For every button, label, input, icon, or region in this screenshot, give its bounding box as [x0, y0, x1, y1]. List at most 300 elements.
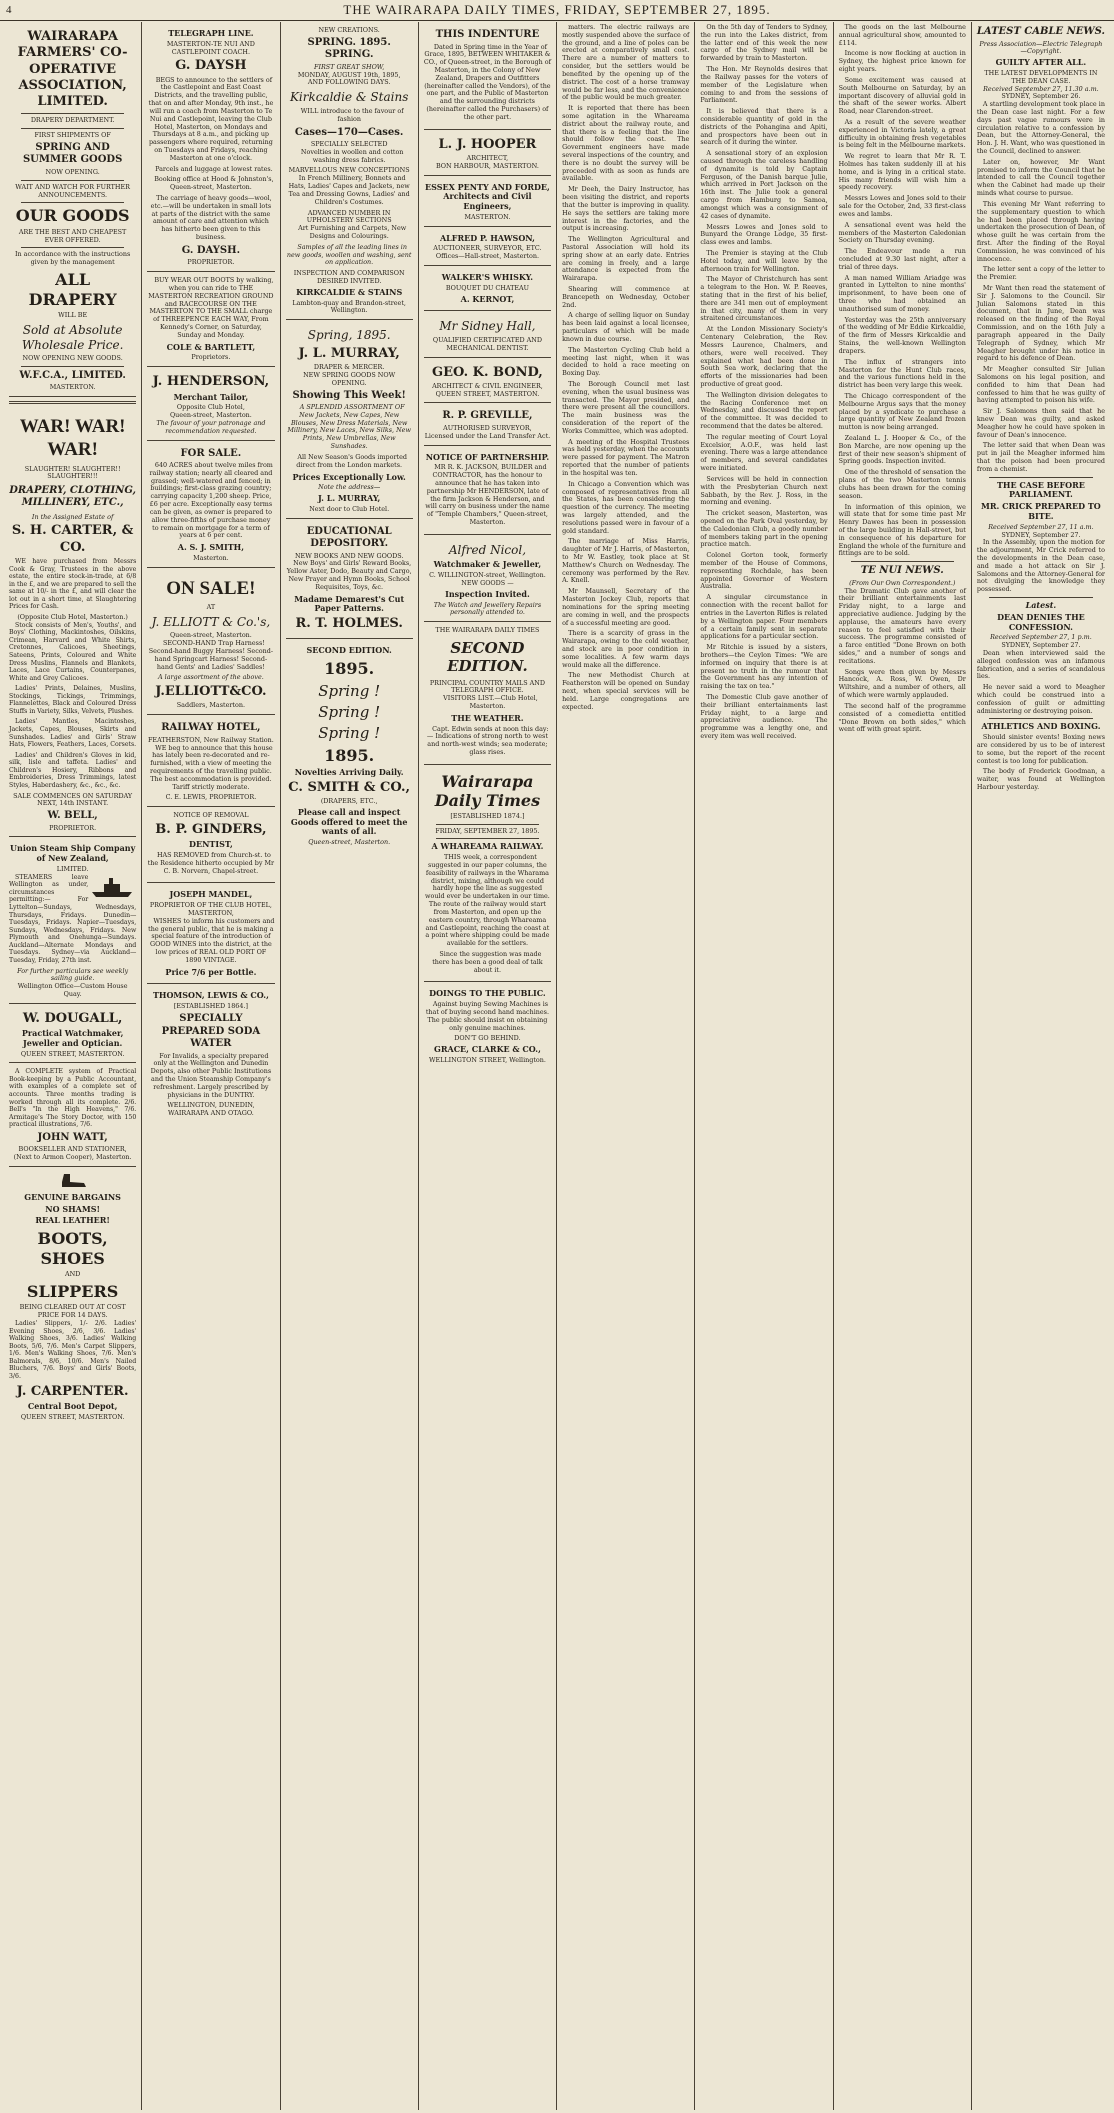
penty-title: ESSEX PENTY AND FORDE, Architects and Civil Engineers, [425, 181, 550, 211]
ginders-role: DENTIST, [189, 839, 233, 850]
c8-para-3: This evening Mr Want referring to the supplementary question to which he had been placed through having undertaken the prosecution of Dean, of whose guilt he was certain from the first. After the finding of the Royal Commission, he was convinced of his innocence. [976, 199, 1105, 263]
murray-signature: J. L. MURRAY, [317, 493, 381, 504]
showing: Showing This Week! [292, 389, 406, 401]
war-signature: W. BELL, [47, 810, 98, 822]
spring-3: Spring ! [318, 724, 381, 743]
murray-role: DRAPER & MERCER. [313, 363, 385, 372]
elliott-script: J. ELLIOTT & Co.'s, [151, 614, 271, 629]
grace-address: WELLINGTON STREET, Wellington. [428, 1055, 546, 1064]
te-nui-heading: TE NUI NEWS. [860, 565, 944, 577]
thomson-name: THOMSON, LEWIS & CO., [152, 990, 269, 1001]
hall-advert [424, 313, 551, 357]
carpet: Art Furnishing and Carpets, New Designs and Colourings. [298, 224, 407, 240]
wfca-place: MASTERTON. [49, 383, 96, 392]
mandel-role: PROPRIETOR OF THE CLUB HOTEL, MASTERTON, [149, 901, 272, 918]
forsale-signature: A. S. J. SMITH, [177, 542, 245, 553]
denies-heading: DEAN DENIES THE CONFESSION. [997, 611, 1085, 632]
war-estate: In the Assigned Estate of [31, 512, 114, 521]
henderson-place: Queen-street, Masterton. [169, 411, 252, 420]
c8-para-11: He never said a word to Meagher which could be construed into a confession of guilt or admitting administering or destroying poison. [976, 683, 1105, 715]
nicol-repairs: The Watch and Jewellery Repairs personally attended to. [433, 600, 542, 617]
c7-para-8: The Endeavour made a run concluded at 9.30 last night, after a trial of three days. [838, 247, 966, 271]
walker-advert [424, 268, 551, 311]
year-1895-b: 1895. [324, 745, 375, 765]
wfca-our-goods: OUR GOODS [15, 206, 130, 226]
column-2 [142, 22, 280, 2110]
murray-note: All New Season's Goods imported direct from the London markets. [296, 452, 407, 469]
c7-para-7: A sensational event was held the members of the Masterton Caledonian Society on Thursday evening. [838, 220, 966, 245]
c7-para-4: As a result of the severe weather experienced in Victoria lately, a great difficulty in obtaining fresh vegetables is being felt in the Melbourne markets. [838, 117, 966, 150]
note-address: Note the address— [318, 483, 381, 492]
greville-role: AUTHORISED SURVEYOR, [443, 423, 532, 432]
cable-heading: LATEST CABLE NEWS. [976, 26, 1105, 37]
marvellous-body: In French Millinery, Bonnets and Hats, Ladies' Capes and Jackets, new Tea and Dressing Gowns, Ladies' and Children's Costumes. [288, 174, 410, 206]
c5-para-5: Shearing will commence at Brancepeth on Wednesday, October 2nd. [562, 285, 690, 309]
partnership-advert [424, 448, 551, 535]
henderson-name: J. HENDERSON, [152, 374, 270, 390]
c6-para-6: The Premier is staying at the Club Hotel today, and will leave by the afternoon train for Wellington. [700, 248, 828, 273]
kirkcaldie-script: Kirkcaldie & Stains [289, 90, 409, 105]
c7-para-10: Yesterday was the 25th anniversary of the wedding of Mr Eddie Kirkcaldie, of the firm of Messrs Kirkcaldie and Stains, the well-known Wellington drapers. [838, 315, 966, 355]
elliott-note: A large assortment of the above. [158, 673, 264, 682]
received-2: Received September 27, 11 a.m. [988, 522, 1094, 531]
dougall-street: QUEEN STREET, MASTERTON. [20, 1049, 125, 1058]
watt-place: (Next to Armon Cooper), Masterton. [13, 1153, 132, 1162]
henderson-advert [147, 369, 274, 440]
elliott-name: J.ELLIOTT&CO. [155, 684, 267, 700]
forsale-advert [147, 443, 274, 568]
dateline-2: SYDNEY, September 27. [1001, 530, 1081, 539]
railway-title: RAILWAY HOTEL, [161, 722, 261, 734]
wfca-sold: Sold at Absolute Wholesale Price. [21, 322, 124, 352]
murray-name: J. L. MURRAY, [298, 345, 400, 361]
prices: Prices Exceptionally Low. [292, 471, 406, 482]
spring-1895: SPRING. 1895. SPRING. [307, 36, 391, 61]
c7-para-14: One of the threshold of sensation the plans of the two Masterton tennis clubs has been drawn for the coming season. [838, 468, 966, 500]
ginders-name: B. P. GINDERS, [155, 822, 267, 838]
c7-para-16: The Dramatic Club gave another of their brilliant entertainments last Friday night, to a large and appreciative audience. Judging by the applause, the amateurs have every reason to feel satisfied with their success. The programme consisted of a farce entitled "Done Brown on both sides," and a number of songs and recitations. [838, 586, 966, 665]
ginders-notice: NOTICE OF REMOVAL [173, 811, 249, 820]
received-3: Received September 27, 1 p.m. [990, 633, 1092, 642]
first-great: FIRST GREAT SHOW, [314, 62, 385, 71]
hall-body: QUALIFIED CERTIFICATED AND MECHANICAL DENTIST. [432, 335, 543, 352]
indenture-title: THIS INDENTURE [435, 29, 540, 40]
boots-shoes: BOOTS, SHOES [37, 1229, 108, 1268]
slippers: SLIPPERS [26, 1281, 119, 1301]
cole-advert [147, 274, 274, 367]
athletics-heading: ATHLETICS AND BOXING. [981, 721, 1101, 732]
editorial-masthead: Wairarapa Daily Times [434, 771, 541, 811]
bargains: GENUINE BARGAINS [24, 1191, 121, 1202]
parliament-heading: THE CASE BEFORE PARLIAMENT. [996, 479, 1085, 500]
war-slaughter: SLAUGHTER! SLAUGHTER!! SLAUGHTER!!! [24, 464, 121, 481]
c8-para-1: A startling development took place in the Dean case last night. For a few days past vague rumours were in circulation relative to a confession by Dean, but the Attorney-General, the Hon. J. H. Want, who was questioned in the Council, declined to answer. [976, 100, 1105, 155]
grace-advert [424, 984, 551, 1068]
c8-para-8: The letter said that when Dean was put in jail the Meagher informed him that the poison had been procured from a chemist. [976, 441, 1105, 473]
c8-para-2: Later on, however, Mr Want promised to inform the Council that he intended to call the Council together when the Cabinet had made up their minds what course to pursue. [976, 157, 1105, 198]
railway-body: WE beg to announce that this house has lately been re-decorated and re-furnished, with a view of meeting the requirements of the travelling public. The best accommodation is provided. Tariff strictly moderate. [150, 743, 273, 791]
cleared: BEING CLEARED OUT AT COST PRICE FOR 14 DAYS. [19, 1303, 126, 1320]
smith-place: Queen-street, Masterton. [308, 838, 391, 847]
c5-para-7: The Masterton Cycling Club held a meeting last night, when it was decided to hold a race meeting on Boxing Day. [562, 345, 690, 378]
wfca-nowopen: NOW OPENING NEW GOODS. [22, 354, 123, 363]
war-items-2: Ladies' Prints, Delaines, Muslins, Stockings, Tickings, Trimmings, Flannelettes, Black and Coloured Dress Stuffs in Variety, Silks, Velvets, Plushes. [9, 685, 137, 715]
partnership-title: NOTICE OF PARTNERSHIP. [425, 451, 550, 462]
forsale-title: FOR SALE. [180, 447, 242, 459]
column-3 [281, 22, 419, 2110]
column-5 [557, 22, 695, 2110]
editorial-heading: A WHAREAMA RAILWAY. [431, 841, 544, 852]
te-nui-sub: (From Our Own Correspondent.) [849, 578, 956, 587]
mandel-price: Price 7/6 per Bottle. [165, 966, 257, 977]
spring-95: Spring, 1895. [307, 328, 391, 343]
c5-para-4: The Wellington Agricultural and Pastoral Association will hold its spring show at an early date. Entries are coming in freely, and a large attendance is expected from the Wairarapa. [562, 235, 690, 283]
ginders-advert [147, 809, 274, 883]
samples: Samples of all the leading lines in new goods, woollen and washing, sent on application. [286, 242, 412, 267]
c8-para-4: The letter sent a copy of the letter to the Premier. [976, 265, 1105, 282]
smith-advert [286, 641, 413, 851]
daysh-advert [147, 24, 274, 272]
c7-para-18: The second half of the programme consisted of a comedietta entitled "Done Brown on both sides," which went off with great spirit. [838, 701, 966, 734]
watt-name: JOHN WATT, [37, 1131, 108, 1143]
holmes-name: R. T. HOLMES. [295, 616, 403, 632]
second-edition-block [424, 624, 551, 765]
c8-para-5: Mr Want then read the statement of Sir J. Salomons to the Council. Sir Julian Salomons stated in this document, that in June, Dean was released on the finding of the Royal Commission, and on the 16th July a paragraph appeared in the Daily Telegraph of Sydney, which Mr Meagher brought under his notice in regard to his defence of Dean. [976, 284, 1105, 363]
c8-para-13: The body of Frederick Goodman, a waiter, was found at Wellington Harbour yesterday. [976, 767, 1105, 791]
greville-advert [424, 405, 551, 445]
uss-limited: LIMITED. [56, 864, 89, 873]
daysh-parcels: Parcels and luggage at lowest rates. [155, 164, 273, 173]
weather-body: Capt. Edwin sends at noon this day:— Indications of strong north to west and north-west winds; sea moderate; glass rises. [426, 724, 549, 756]
c6-para-13: Colonel Gorton took, formerly member of the House of Commons, representing Rochdale, has been appointed Governor of Western Australia. [700, 551, 828, 591]
c6-para-11: Services will be held in connection with the Presbyterian Church next Sabbath, by the Rev. J. Ross, in the morning and evening. [700, 474, 828, 507]
wfca-accord: In accordance with the instructions given by the management [14, 250, 131, 267]
c5-para-12: Mr Maunsell, Secretary of the Masterton Jockey Club, reports that nominations for the spring meeting are coming in well, and the prospects of a successful meeting are good. [562, 587, 690, 627]
c7-para-17: Songs were then given by Messrs Hancock, A. Ross, W. Owen, Dr Wiltshire, and a number of others, all of which were warmly applauded. [838, 667, 966, 700]
hooper-name: L. J. HOOPER [438, 136, 537, 152]
c6-para-3: It is believed that there is a considerable quantity of gold in the districts of the Pohangina and Apiti, and prospectors have been out in search of it during the winter. [700, 107, 828, 147]
cole-prop: Proprietors. [191, 353, 231, 362]
hawson-office: Offices—Hall-street, Masterton. [435, 252, 540, 261]
c5-para-11: The marriage of Miss Harris, daughter of Mr J. Harris, of Masterton, to Mr W. Eastley, took place at St Matthew's Church on Wednesday. The ceremony was performed by the Rev. A. Knell. [562, 537, 690, 585]
novelties: Novelties in woollen and cotton washing dress fabrics. [300, 147, 404, 164]
wfca-first: FIRST SHIPMENTS OF [34, 131, 111, 140]
c7-para-9: A man named William Ariadge was granted in Lyttelton to nine months' imprisonment, to have been one of three who had obtained an unauthorised sum of money. [838, 273, 966, 313]
c6-para-1: On the 5th day of Tenders to Sydney, the run into the Lakes district, from the latter end of this week the new cargo of the Sydney mail will be forwarded by train to Masterton. [700, 23, 828, 63]
war-items-4: Ladies' and Children's Gloves in kid, silk, lisle and taffeta. Ladies' and Children's Hosiery, Ribbons and Embroideries, Dress Trimmings, latest Styles, Haberdashery, &c., &c., &c. [9, 751, 137, 789]
editorial-date: FRIDAY, SEPTEMBER 27, 1895. [435, 826, 540, 835]
war-name: S. H. CARTER, & CO. [11, 523, 134, 555]
marvellous: MARVELLOUS NEW CONCEPTIONS [288, 166, 410, 175]
edu-title: EDUCATIONAL DEPOSITORY. [306, 525, 392, 550]
c7-para-2: Income is now flocking at auction in Sydney, the highest price known for eight years. [838, 49, 966, 74]
carpenter-advert [9, 1169, 136, 1425]
carpenter-street: QUEEN STREET, MASTERTON. [20, 1412, 125, 1421]
c7-para-6: Messrs Lowes and Jones sold to their sale for the October, 2nd, 33 first-class ewes and lambs. [838, 194, 966, 218]
nicol-role: Watchmaker & Jeweller, [433, 559, 542, 570]
public-body: Against buying Sewing Machines is that of buying second hand machines. The public should insist on obtaining only genuine machines. [425, 1000, 549, 1032]
hooper-address: BON HARBOUR, MASTERTON. [435, 161, 539, 170]
cole-body: BUY WEAR OUT BOOTS by walking, when you can ride to THE MASTERTON RECREATION GROUND and RACECOURSE ON THE MASTERTON TO THE SMALL charge of THREEPENCE EACH WAY, From Kennedy's Corner, on Saturday, Sunday and Monday. [148, 276, 274, 339]
uss-body: STEAMERS leave Wellington as under, circumstances permitting:— For Lyttelton—Sundays, Wednesdays, Thursdays, Fridays. Dunedin—Tuesdays, Fridays. Napier—Tuesdays, Sundays, Wednesdays, Fridays. New Plymouth and Onehunga—Sundays. Auckland—Alternate Mondays and Tuesdays. Sydney—via Auckland—Tuesday, Friday, 27th inst. [9, 873, 137, 964]
daysh-body: BEGS to announce to the settlers of the Castlepoint and East Coast Districts, and the travelling public, that on and after Monday, 9th inst., he will run a coach from Masterton to Te Nui and Castlepoint, leaving the Club Hotel, Masterton, on Mondays and Thursdays at 8 a.m., and picking up passengers where required, returning on Tuesdays and Fridays, reaching Masterton at one o'clock. [148, 75, 274, 162]
wfca-title: WAIRARAPA FARMERS' CO-OPERATIVE ASSOCIATION, LIMITED. [17, 29, 128, 109]
daysh-name: G. DAYSH [175, 58, 247, 74]
c6-para-12: The cricket season, Masterton, was opened on the Park Oval yesterday, by the Caledonian Club, a goodly number of members taking part in the opening practice match. [700, 509, 828, 549]
upholstery: ADVANCED NUMBER IN UPHOLSTERY SECTIONS [306, 208, 392, 225]
crick-heading: MR. CRICK PREPARED TO BITE. [981, 501, 1101, 521]
columns [4, 22, 1110, 2110]
elliott-role: Saddlers, Masterton. [176, 701, 245, 710]
watt-body: A COMPLETE system of Practical Book-keeping by a Public Accountant, with examples of a complete set of accounts. Three months trading is worked through all its complete. 2/6. Bell's "In the High Heavens," 7/6. Armitage's The Story Doctor, with 150 practical illustrations, 7/6. [9, 1068, 137, 1129]
onsale-title: ON SALE! [166, 577, 256, 599]
madame: Madame Demarest's Cut Paper Patterns. [294, 593, 405, 614]
c6-para-16: The Domestic Club gave another of their brilliant entertainments last Friday night, to a large and appreciative audience. The programme was a lengthy one, and every item was well received. [700, 693, 828, 741]
c8-para-10: Dean when interviewed said the alleged confession was an infamous fabrication, and a series of scandalous lies. [976, 648, 1105, 681]
editorial-established: [ESTABLISHED 1874.] [450, 811, 525, 820]
forsale-place: Masterton. [193, 553, 229, 562]
bond-name: GEO. K. BOND, [432, 364, 543, 380]
carpenter-role: Central Boot Depot, [27, 1400, 118, 1411]
hall-name: Mr Sidney Hall, [439, 319, 536, 334]
column-6 [695, 22, 833, 2110]
editorial [424, 767, 551, 983]
smith-name: C. SMITH & CO., [288, 779, 411, 795]
c6-para-14: A singular circumstance in connection with the recent ballot for entries in the Laverton Rifles is related by a Wellington paper. Four members of a certain family sent in separate applications for a particular section. [700, 593, 828, 641]
elliott-place: Queen-street, Masterton. [169, 631, 252, 640]
hawson-name: ALFRED P. HAWSON, [439, 232, 535, 243]
daysh-booking: Booking office at Hood & Johnston's, Queen-street, Masterton. [154, 175, 274, 192]
second-edition-title: SECOND EDITION. [447, 638, 528, 676]
cable-sub: Press Association—Electric Telegraph—Copyright. [979, 39, 1103, 56]
public-title: DOINGS TO THE PUBLIC. [429, 988, 546, 999]
uss-advert [9, 839, 136, 1003]
war-title: WAR! WAR! WAR! [19, 416, 126, 461]
visitors: VISITORS LIST.—Club Hotel, Masterton. [443, 694, 538, 710]
c7-para-3: Some excitement was caused at South Melbourne on Saturday, by an important discovery of alluvial gold in the shaft of the sewer works. Albert Road, near Clarendon-street. [838, 75, 966, 116]
war-body: WE have purchased from Messrs Cook & Gray, Trustees in the above estate, the entire stock-in-trade, at 6/8 in the £, and we are prepared to sell the same at 10/- in the £, and will clear the lot out in a short time, at Slaughtering Prices for Cash. [9, 557, 137, 611]
novelties-daily: Novelties Arriving Daily. [294, 767, 404, 778]
c8-para-7: Sir J. Salomons then said that he knew Dean was guilty, and asked Meagher how he could have spoken in favour of Dean's innocence. [976, 407, 1105, 439]
spring-2: Spring ! [318, 703, 381, 721]
onsale-at: AT [206, 602, 216, 611]
year-1895: 1895. [324, 659, 375, 679]
uss-note: For further particulars see weekly sailing guide. [17, 966, 129, 983]
murray-new-goods: NEW SPRING GOODS NOW OPENING. [303, 370, 396, 387]
editorial-note: Since the suggestion was made there has been a good deal of talk about it. [432, 949, 543, 974]
mandel-name: JOSEPH MANDEL, [169, 889, 253, 900]
mandel-body: WISHES to inform his customers and the general public, that he is making a special feature of the introduction of GOOD WINES into the district, at the low prices of REAL OLD PORT OF 1890 VINTAGE. [148, 916, 275, 964]
dougall-advert [9, 1006, 136, 1064]
monday-date: MONDAY, AUGUST 19th, 1895, [297, 70, 401, 79]
henderson-role: Merchant Tailor, [173, 391, 249, 402]
indenture-advert [424, 24, 551, 130]
c8-para-12: Should sinister events! Boxing news are considered by us to be of interest to some, but the report of the recent contest is too long for publication. [976, 733, 1105, 765]
war-sale: SALE COMMENCES ON SATURDAY NEXT, 14th INSTANT. [13, 791, 133, 808]
received-1: Received September 27, 11.30 a.m. [983, 84, 1099, 93]
column-1 [4, 22, 142, 2110]
dougall-role: Practical Watchmaker, Jeweller and Optician. [21, 1028, 124, 1048]
watt-role: BOOKSELLER AND STATIONER, [18, 1145, 127, 1154]
spring-1: Spring ! [318, 681, 381, 700]
hawson-role: AUCTIONEER, SURVEYOR, ETC. [433, 244, 542, 253]
c7-para-1: The goods on the last Melbourne annual agricultural show, amounted to £114. [838, 23, 966, 47]
times-notice: THE WAIRARAPA DAILY TIMES [435, 626, 540, 635]
nicol-new-goods: NEW GOODS — [461, 578, 514, 587]
ginders-body: HAS REMOVED from Church-st. to the Residence hitherto occupied by Mr C. B. Norvern, Chapel-street. [147, 851, 275, 875]
c5-para-14: The new Methodist Church at Featherston will be opened on Sunday next, when special services will be held. Large congregations are expected. [562, 671, 690, 711]
inspect: INSPECTION AND COMPARISON DESIRED INVITED. [293, 269, 405, 285]
masthead [0, 0, 1114, 21]
bond-advert [424, 360, 551, 404]
c7-para-13: Zealand L. J. Hooper & Co., of the Bon Marche, are now opening up the first of their new season's shipment of Spring goods. Inspection invited. [838, 434, 966, 466]
latest-heading: Latest. [1025, 600, 1057, 610]
c5-para-8: The Borough Council met last evening, when the usual business was transacted. The Mayor presided, and there were present all the councillors. The main business was the consideration of the report of the Works Committee, which was adopted. [562, 379, 690, 435]
c6-para-10: The regular meeting of Court Loyal Excelsior, A.O.F., was held last evening. There was a large attendance of members, and several candidates were initiated. [700, 432, 828, 473]
penty-advert [424, 178, 551, 227]
soda-place: WELLINGTON, DUNEDIN, WAIRARAPA AND OTAGO. [167, 1101, 255, 1118]
nicol-inspection: Inspection Invited. [445, 588, 530, 599]
column-7 [834, 22, 972, 2110]
c5-para-13: There is a scarcity of grass in the Wairarapa, owing to the cold weather, and stock are in poor condition in some localities. A few warm days would make all the difference. [562, 629, 690, 669]
c6-para-7: The Mayor of Christchurch has sent a telegram to the Hon. W. P. Reeves, stating that in the first of his belief, there are 341 men out of employment in that city, many of them in very straitened circumstances. [700, 275, 828, 323]
column-4 [419, 22, 557, 2110]
watt-advert [9, 1065, 136, 1167]
c6-para-2: The Hon. Mr Reynolds desires that the Railway passes for the voters of member of the Legislature when coming to and from the sessions of Parliament. [700, 65, 828, 105]
principal-mails: PRINCIPAL COUNTRY MAILS AND TELEGRAPH OFFICE. [429, 678, 545, 695]
nicol-advert [424, 537, 551, 622]
wfca-signature: W.F.C.A., LIMITED. [19, 369, 126, 381]
c6-para-4: A sensational story of an explosion caused through the careless handling of dynamite is told by Captain Ferguson, of the Danish barque Julie, which arrived in Port Jackson on the 16th inst. The Julie took a general cargo from Hamburg to Samoa, amongst which was a consignment of 42 cases of dynamite. [700, 149, 828, 220]
soda-body: For Invalids, a specialty prepared only at the Wellington and Dunedin Depots, also other Public Institutions and the Union Steamship Company's refreshment. Largely prescribed by physicians in the DUNTRY. [150, 1051, 272, 1099]
walker-title: WALKER'S WHISKY. [441, 271, 534, 282]
c7-para-11: The influx of strangers into Masterton for the Hunt Club races, and the various functions held in the district has been very large this week. [838, 357, 966, 390]
daysh-signature: G. DAYSH. [181, 244, 241, 256]
c8-para-6: Mr Meagher consulted Sir Julian Salomons on his legal position, and confided to him that Dean had confessed to him that he was guilty of having attempted to poison his wife. [976, 365, 1105, 405]
c6-para-9: The Wellington division delegates to the Racing Conference met on Wednesday, and discussed the report of the committee. It was decided to recommend that the dates be altered. [700, 390, 828, 430]
forsale-body: 640 ACRES about twelve miles from railway station; nearly all cleared and grassed; well-watered and fenced; in buildings; first-class grazing country; carrying capacity 1,200 sheep. Price, £6 per acre. Exceptionally easy terms can be given, as owner is prepared to allow three-fifths of purchase money to remain on mortgage for a term of years at 6 per cent. [149, 461, 273, 540]
c6-para-15: Mr Ritchie is issued by a sisters, brothers—the Ceylon Times: "We are informed on inquiry that there is at present no truth in the rumour that the Government has any intention of raising the tax on tea." [700, 643, 828, 691]
wfca-wait: WAIT AND WATCH FOR FURTHER ANNOUNCEMENTS. [15, 182, 130, 199]
latest-developments: THE LATEST DEVELOPMENTS IN THE DEAN CASE. [984, 68, 1098, 85]
boots-list: Ladies' Slippers, 1/- 2/6. Ladies' Evening Shoes, 2/6, 3/6. Ladies' Walking Shoes, 3/6. Ladies' Walking Boots, 5/6, 7/6. Men's Carpet Slippers, 1/6. Men's Walking Shoes, 7/6. Men's Balmorals, 8/6, 10/6. Men's Nailed Bluchers, 7/6. Boys' and Girls' Boots, 3/6. [9, 1320, 137, 1380]
dateline-3: SYDNEY, September 27. [1001, 641, 1081, 650]
page-number: 4 [6, 4, 13, 16]
uss-office: Wellington Office—Custom House Quay. [17, 982, 128, 998]
wfca-advert [9, 24, 136, 397]
mandel-advert [147, 885, 274, 984]
murray-next: Next door to Club Hotel. [309, 504, 390, 513]
dont-go: DON'T GO BEHIND. [454, 1034, 521, 1043]
edu-body: New Boys' and Girls' Reward Books, Yellow Aster, Dodo, Beauty and Cargo, New Prayer and Hymn Books, School Requisites, Toys, &c. [286, 559, 412, 591]
c5-para-2: It is reported that there has been some agitation in the Whareama district about the railway route, and that there is a feeling that the line should follow the coast. The Government engineers have made several inspections of the country, and there is no doubt the survey will be proceeded with as soon as funds are available. [562, 104, 690, 183]
railway-signature: C. E. LEWIS, PROPRIETOR. [165, 793, 257, 802]
c5-para-3: Mr Deeh, the Dairy Instructor, has been visiting the district, and reports that the butter is improving in quality. He says the settlers are taking more interest in the factories, and the output is increasing. [562, 185, 690, 233]
nicol-script: Alfred Nicol, [448, 542, 527, 557]
editorial-lead: THIS week, a correspondent suggested in our paper columns, the feasibility of railways in the Wharama district, mixing, although we could hardly hope the line as suggested would ever be undertaken in our time. The route of the railway would start from Masterton, and open up the eastern country, through Whareama and Castlepoint, reaching the coast at a point where shipping could be made available for the settlers. [425, 853, 550, 948]
thomson-advert [147, 986, 274, 1122]
no-shams: NO SHAMS! [45, 1203, 101, 1214]
kirkcaldie-body: WILL introduce to the favour of fashion [300, 106, 404, 123]
bond-place: QUEEN STREET, MASTERTON. [435, 389, 540, 398]
real-leather: REAL LEATHER! [35, 1215, 110, 1226]
daysh-prop: PROPRIETOR. [187, 258, 235, 267]
murray-advert [286, 322, 413, 518]
war-opposite: (Opposite Club Hotel, Masterton.) [17, 612, 128, 621]
indenture-body: Dated in Spring time in the Year of Grace, 1895, BETWEEN WHITAKER & CO., of Queen-street, in the Borough of Masterton, in the Colony of New Zealand, Drapers and Outfitters (hereinafter called the Vendors), of the one part, and the Public of Masterton and the surrounding districts (hereinafter called the Purchasers) of the other part. [423, 42, 551, 121]
carpenter-name: J. CARPENTER. [16, 1383, 129, 1399]
c8-para-9: In the Assembly, upon the motion for the adjournment, Mr Crick referred to the developments in the Dean case, and made a hot attack on Sir J. Salomons and the Attorney-General for not divulging the knowledge they possessed. [976, 538, 1105, 594]
walker-sub: BOUQUET DU CHATEAU [445, 283, 530, 292]
following-days: AND FOLLOWING DAYS. [307, 78, 391, 87]
c7-para-12: The Chicago correspondent of the Melbourne Argus says that the money placed by a syndicate to purchase a large quantity of New Zealand frozen mutton is now being arranged. [838, 391, 966, 432]
c5-para-9: A meeting of the Hospital Trustees was held yesterday, when the accounts were passed for payment. The Matron reported that the number of patients in the hospital was ten. [562, 437, 690, 477]
kirkcaldie-2: KIRKCALDIE & STAINS [296, 286, 403, 297]
c6-para-5: Messrs Lowes and Jones sold to Bunyard the Orange Lodge, 35 first-class ewes and lambs. [700, 222, 828, 247]
war-prop: PROPRIETOR. [49, 823, 97, 832]
elliott-advert [147, 570, 274, 716]
murray-body: A SPLENDID ASSORTMENT OF New Jackets, New Capes, New Blouses, New Dress Materials, New Millinery, New Laces, New Silks, New Prints, New Umbrellas, New Sunshades. [287, 403, 411, 451]
wfca-all-drapery: ALL DRAPERY [28, 270, 117, 309]
specially-selected: SPECIALLY SELECTED [310, 140, 388, 148]
war-goods: DRAPERY, CLOTHING, MILLINERY, ETC., [9, 485, 137, 509]
war-items-1: Stock consists of Men's, Youths', and Boys' Clothing, Mackintoshes, Oilskins, Crimean, Harvard and White Shirts, Cretonnes, Calicoes, Sheetings, Sateens, Prints, Coloured and White Dress Muslins, Flannels and Blankets, Laces, Lace Curtains, Counterpanes, White and Grey Calicoes. [9, 621, 137, 682]
bond-role: ARCHITECT & CIVIL ENGINEER, [432, 381, 543, 390]
hooper-advert [424, 132, 551, 176]
c5-para-6: A charge of selling liquor on Sunday has been laid against a local licensee, particulars of which will be made known in due course. [562, 311, 690, 343]
c5-para-1: matters. The electric railways are mostly suspended above the surface of the ground, and a line of poles can be erected at comparatively small cost. There are a number of matters to consider, but the settlers would be benefited by the opening up of the district. The cost of a horse tramway would be far less, and the convenience of the public would be much greater. [562, 23, 690, 102]
and-word: AND [64, 1270, 81, 1279]
railway-advert [147, 717, 274, 807]
thomson-est: [ESTABLISHED 1864.] [173, 1002, 248, 1011]
wfca-spring: SPRING AND SUMMER GOODS [22, 141, 123, 166]
boot-icon [58, 1172, 88, 1188]
war-items-3: Ladies' Mantles, Macintoshes, Jackets, Capes, Blouses, Skirts and Sunshades. Ladies' and Girls' Straw Hats, Flowers, Feathers, Laces, Corsets. [9, 718, 137, 749]
kirkcaldie-advert [286, 24, 413, 320]
second-edition: SECOND EDITION. [306, 645, 392, 656]
grace-name: GRACE, CLARKE & CO., [434, 1044, 541, 1055]
greville-name: R. P. GREVILLE, [442, 410, 533, 422]
steamship-icon [90, 876, 134, 898]
elliott-list: SECOND-HAND Trap Harness! Second-hand Buggy Harness! Second-hand Springcart Harness! Second-hand Gents' and Ladies' Saddles! [148, 639, 273, 671]
dougall-name: W. DOUGALL, [22, 1010, 123, 1026]
war-advert [9, 408, 136, 837]
column-8 [972, 22, 1110, 2110]
wfca-dept: DRAPERY DEPARTMENT. [30, 116, 115, 125]
penty-place: MASTERTON. [464, 212, 511, 221]
c7-para-5: We regret to learn that Mr R. T. Holmes has taken suddenly ill at his home, and is lying in a critical state. His many friends will wish him a speedy recovery. [838, 152, 966, 192]
guilty-heading: GUILTY AFTER ALL. [995, 57, 1087, 68]
uss-title: Union Steam Ship Company of New Zealand, [10, 843, 136, 864]
railway-place: FEATHERSTON, New Railway Station. [147, 735, 274, 744]
hooper-role: ARCHITECT, [466, 153, 509, 162]
c6-para-8: At the London Missionary Society's Centenary Celebration, the Rev. Messrs Laurence, Chalmers, and others, were well received. They explained what had been done in South Sea work, declaring that the efforts of the missionaries had been productive of great good. [700, 325, 828, 388]
wfca-open: NOW OPENING. [45, 167, 100, 176]
henderson-opp: Opposite Club Hotel, [176, 403, 245, 412]
dateline-1: SYDNEY, September 26. [1001, 92, 1081, 101]
greville-place: Licensed under the Land Transfer Act. [424, 431, 551, 440]
new-creations: NEW CREATIONS. [318, 26, 380, 34]
kernot-name: A. KERNOT, [460, 293, 515, 304]
cole-name: COLE & BARTLETT, [166, 341, 256, 352]
telegraph-title: TELEGRAPH LINE. [168, 28, 254, 38]
soda-title: SPECIALLY PREPARED SODA WATER [161, 1013, 261, 1050]
c5-para-10: In Chicago a Convention which was composed of representatives from all the States, has been considering the question of the currency. The meeting was largely attended, and the resolutions passed were in favour of a gold standard. [562, 479, 690, 535]
wfca-best: ARE THE BEST AND CHEAPEST EVER OFFERED. [18, 227, 127, 244]
telegraph-sub: MASTERTON-TE NUI AND CASTLEPOINT COACH. [166, 39, 255, 56]
nicol-place: C. WILLINGTON-street, Wellington. [429, 571, 546, 580]
edu-sub: NEW BOOKS AND NEW GOODS. [294, 551, 404, 560]
